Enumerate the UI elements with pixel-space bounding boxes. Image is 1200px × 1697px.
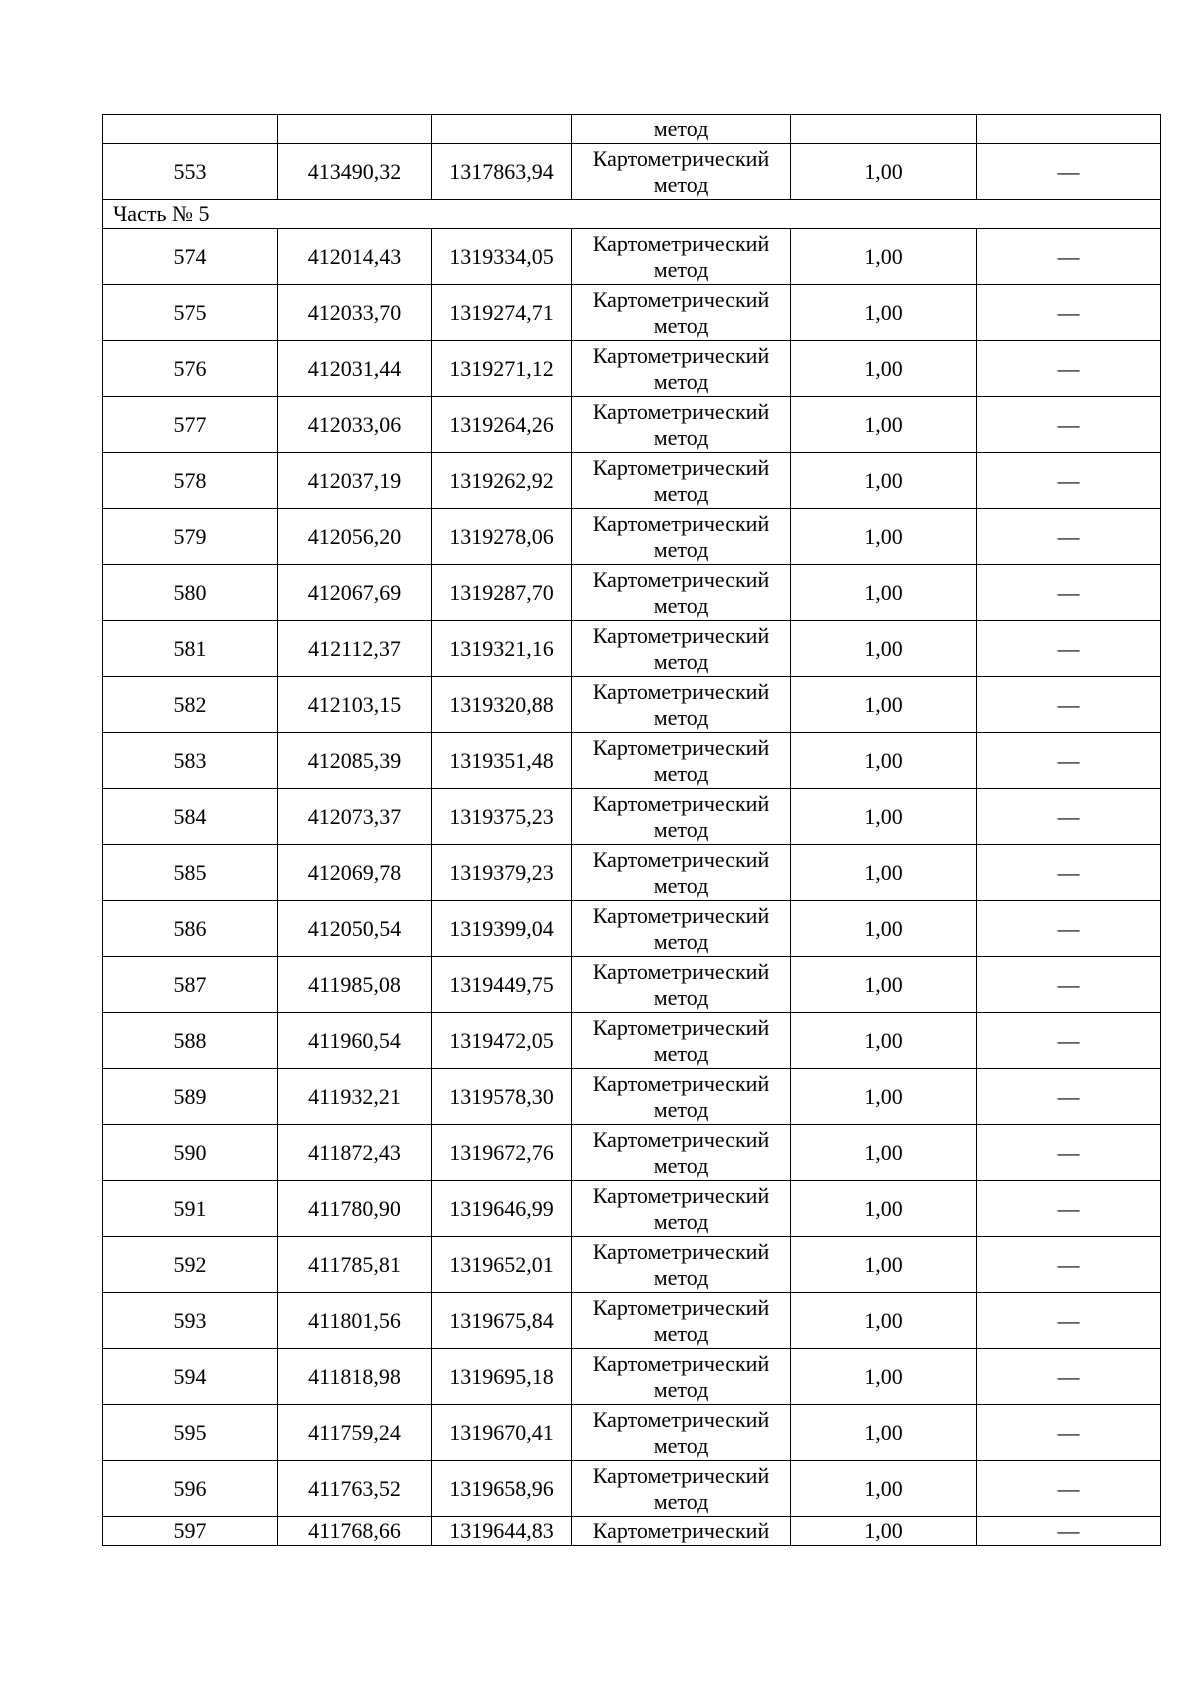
- cell-accuracy: 1,00: [791, 845, 977, 901]
- cell-accuracy: 1,00: [791, 1405, 977, 1461]
- table-row: [103, 677, 1161, 733]
- cell-x: 412031,44: [278, 341, 432, 397]
- cell-note: —: [977, 144, 1161, 200]
- cell-x: [278, 115, 432, 144]
- cell-method: Картометрический метод: [572, 1013, 791, 1069]
- cell-note: —: [977, 1349, 1161, 1405]
- cell-accuracy: [791, 115, 977, 144]
- cell-method: Картометрический: [572, 1517, 791, 1546]
- cell-note: —: [977, 901, 1161, 957]
- cell-y: 1319695,18: [432, 1349, 572, 1405]
- table-row: [103, 789, 1161, 845]
- cell-y: 1319262,92: [432, 453, 572, 509]
- cell-method: метод: [572, 115, 791, 144]
- table-row: [103, 1461, 1161, 1517]
- cell-note: —: [977, 1517, 1161, 1546]
- table-row: [103, 901, 1161, 957]
- cell-y: [432, 115, 572, 144]
- cell-accuracy: 1,00: [791, 1349, 977, 1405]
- cell-x: 411763,52: [278, 1461, 432, 1517]
- cell-y: 1319274,71: [432, 285, 572, 341]
- cell-x: 412050,54: [278, 901, 432, 957]
- cell-accuracy: 1,00: [791, 565, 977, 621]
- cell-y: 1319334,05: [432, 229, 572, 285]
- cell-y: 1319646,99: [432, 1181, 572, 1237]
- cell-y: 1319672,76: [432, 1125, 572, 1181]
- cell-x: 412073,37: [278, 789, 432, 845]
- cell-y: 1319399,04: [432, 901, 572, 957]
- cell-accuracy: 1,00: [791, 957, 977, 1013]
- table-row: [103, 1349, 1161, 1405]
- cell-accuracy: 1,00: [791, 341, 977, 397]
- cell-point-number: 597: [103, 1517, 278, 1546]
- cell-y: 1319271,12: [432, 341, 572, 397]
- cell-method: Картометрический метод: [572, 144, 791, 200]
- cell-point-number: 590: [103, 1125, 278, 1181]
- cell-point-number: 592: [103, 1237, 278, 1293]
- cell-point-number: 575: [103, 285, 278, 341]
- table-row: [103, 1125, 1161, 1181]
- cell-y: 1319644,83: [432, 1517, 572, 1546]
- cell-method: Картометрический метод: [572, 1125, 791, 1181]
- cell-y: 1319321,16: [432, 621, 572, 677]
- table-row: [103, 1069, 1161, 1125]
- cell-method: Картометрический метод: [572, 1461, 791, 1517]
- cell-x: 413490,32: [278, 144, 432, 200]
- cell-note: —: [977, 957, 1161, 1013]
- cell-accuracy: 1,00: [791, 1461, 977, 1517]
- cell-method: Картометрический метод: [572, 453, 791, 509]
- cell-accuracy: 1,00: [791, 397, 977, 453]
- cell-accuracy: 1,00: [791, 1293, 977, 1349]
- cell-method: Картометрический метод: [572, 957, 791, 1013]
- cell-point-number: 591: [103, 1181, 278, 1237]
- cell-x: 411960,54: [278, 1013, 432, 1069]
- table-row: [103, 1013, 1161, 1069]
- cell-note: —: [977, 229, 1161, 285]
- cell-accuracy: 1,00: [791, 1237, 977, 1293]
- cell-note: —: [977, 845, 1161, 901]
- table-row: [103, 229, 1161, 285]
- section-label: Часть № 5: [103, 200, 1161, 229]
- cell-method: Картометрический метод: [572, 229, 791, 285]
- cell-x: 411932,21: [278, 1069, 432, 1125]
- cell-x: 412069,78: [278, 845, 432, 901]
- cell-accuracy: 1,00: [791, 229, 977, 285]
- cell-x: 412085,39: [278, 733, 432, 789]
- table-row: [103, 621, 1161, 677]
- cell-point-number: 580: [103, 565, 278, 621]
- cell-note: —: [977, 1405, 1161, 1461]
- cell-note: —: [977, 1293, 1161, 1349]
- cell-y: 1319287,70: [432, 565, 572, 621]
- cell-note: —: [977, 341, 1161, 397]
- table-row-continuation: [103, 115, 1161, 144]
- cell-y: 1319670,41: [432, 1405, 572, 1461]
- table-row: [103, 144, 1161, 200]
- cell-accuracy: 1,00: [791, 453, 977, 509]
- cell-y: 1319320,88: [432, 677, 572, 733]
- cell-note: —: [977, 453, 1161, 509]
- cell-point-number: 578: [103, 453, 278, 509]
- cell-accuracy: 1,00: [791, 901, 977, 957]
- cell-method: Картометрический метод: [572, 565, 791, 621]
- cell-note: —: [977, 789, 1161, 845]
- cell-point-number: 588: [103, 1013, 278, 1069]
- cell-method: Картометрический метод: [572, 341, 791, 397]
- cell-x: 411768,66: [278, 1517, 432, 1546]
- cell-note: —: [977, 677, 1161, 733]
- cell-point-number: 579: [103, 509, 278, 565]
- table-row: [103, 453, 1161, 509]
- cell-x: 411818,98: [278, 1349, 432, 1405]
- cell-note: —: [977, 621, 1161, 677]
- cell-x: 412112,37: [278, 621, 432, 677]
- cell-x: 412067,69: [278, 565, 432, 621]
- cell-note: —: [977, 1461, 1161, 1517]
- cell-y: 1319472,05: [432, 1013, 572, 1069]
- cell-x: 412103,15: [278, 677, 432, 733]
- cell-method: Картометрический метод: [572, 1181, 791, 1237]
- table-row: [103, 1517, 1161, 1546]
- cell-y: 1317863,94: [432, 144, 572, 200]
- table-row: [103, 1237, 1161, 1293]
- cell-accuracy: 1,00: [791, 285, 977, 341]
- cell-y: 1319264,26: [432, 397, 572, 453]
- cell-method: Картометрический метод: [572, 789, 791, 845]
- cell-y: 1319578,30: [432, 1069, 572, 1125]
- cell-accuracy: 1,00: [791, 1517, 977, 1546]
- coordinates-table: [102, 114, 1161, 1546]
- cell-point-number: 553: [103, 144, 278, 200]
- cell-y: 1319375,23: [432, 789, 572, 845]
- cell-point-number: 594: [103, 1349, 278, 1405]
- cell-accuracy: 1,00: [791, 789, 977, 845]
- cell-method: Картометрический метод: [572, 1349, 791, 1405]
- table-row: [103, 565, 1161, 621]
- cell-point-number: [103, 115, 278, 144]
- cell-method: Картометрический метод: [572, 285, 791, 341]
- cell-y: 1319449,75: [432, 957, 572, 1013]
- cell-note: —: [977, 733, 1161, 789]
- cell-x: 411780,90: [278, 1181, 432, 1237]
- cell-x: 411985,08: [278, 957, 432, 1013]
- table-row: [103, 845, 1161, 901]
- cell-point-number: 576: [103, 341, 278, 397]
- cell-accuracy: 1,00: [791, 733, 977, 789]
- cell-point-number: 582: [103, 677, 278, 733]
- cell-method: Картометрический метод: [572, 621, 791, 677]
- cell-y: 1319658,96: [432, 1461, 572, 1517]
- cell-accuracy: 1,00: [791, 621, 977, 677]
- cell-method: Картометрический метод: [572, 1405, 791, 1461]
- cell-x: 412033,70: [278, 285, 432, 341]
- table-body: [103, 115, 1161, 1546]
- cell-method: Картометрический метод: [572, 509, 791, 565]
- cell-y: 1319351,48: [432, 733, 572, 789]
- cell-note: —: [977, 509, 1161, 565]
- cell-x: 412033,06: [278, 397, 432, 453]
- table-row: [103, 957, 1161, 1013]
- cell-y: 1319675,84: [432, 1293, 572, 1349]
- cell-accuracy: 1,00: [791, 1013, 977, 1069]
- cell-accuracy: 1,00: [791, 1069, 977, 1125]
- cell-note: —: [977, 1181, 1161, 1237]
- cell-point-number: 581: [103, 621, 278, 677]
- cell-point-number: 593: [103, 1293, 278, 1349]
- cell-note: —: [977, 285, 1161, 341]
- cell-accuracy: 1,00: [791, 144, 977, 200]
- cell-method: Картометрический метод: [572, 901, 791, 957]
- cell-x: 411872,43: [278, 1125, 432, 1181]
- table-row: [103, 341, 1161, 397]
- table-row: [103, 1405, 1161, 1461]
- table-row: [103, 733, 1161, 789]
- cell-point-number: 589: [103, 1069, 278, 1125]
- cell-method: Картометрический метод: [572, 1293, 791, 1349]
- cell-accuracy: 1,00: [791, 1181, 977, 1237]
- cell-point-number: 574: [103, 229, 278, 285]
- cell-x: 412014,43: [278, 229, 432, 285]
- cell-method: Картометрический метод: [572, 845, 791, 901]
- table-row: [103, 285, 1161, 341]
- cell-accuracy: 1,00: [791, 677, 977, 733]
- cell-point-number: 596: [103, 1461, 278, 1517]
- cell-y: 1319278,06: [432, 509, 572, 565]
- table-row: [103, 509, 1161, 565]
- cell-note: —: [977, 1237, 1161, 1293]
- table-row: [103, 1293, 1161, 1349]
- cell-point-number: 586: [103, 901, 278, 957]
- cell-method: Картометрический метод: [572, 733, 791, 789]
- cell-note: —: [977, 1125, 1161, 1181]
- cell-x: 411785,81: [278, 1237, 432, 1293]
- cell-x: 411801,56: [278, 1293, 432, 1349]
- cell-point-number: 585: [103, 845, 278, 901]
- cell-point-number: 584: [103, 789, 278, 845]
- cell-note: [977, 115, 1161, 144]
- cell-method: Картометрический метод: [572, 397, 791, 453]
- cell-y: 1319652,01: [432, 1237, 572, 1293]
- cell-y: 1319379,23: [432, 845, 572, 901]
- cell-method: Картометрический метод: [572, 1237, 791, 1293]
- cell-note: —: [977, 1013, 1161, 1069]
- cell-point-number: 583: [103, 733, 278, 789]
- cell-point-number: 595: [103, 1405, 278, 1461]
- cell-method: Картометрический метод: [572, 1069, 791, 1125]
- cell-point-number: 577: [103, 397, 278, 453]
- cell-note: —: [977, 397, 1161, 453]
- cell-method: Картометрический метод: [572, 677, 791, 733]
- cell-x: 412056,20: [278, 509, 432, 565]
- cell-accuracy: 1,00: [791, 509, 977, 565]
- cell-x: 411759,24: [278, 1405, 432, 1461]
- cell-accuracy: 1,00: [791, 1125, 977, 1181]
- cell-point-number: 587: [103, 957, 278, 1013]
- table-row: [103, 397, 1161, 453]
- section-row: [103, 200, 1161, 229]
- cell-note: —: [977, 1069, 1161, 1125]
- table-row: [103, 1181, 1161, 1237]
- cell-x: 412037,19: [278, 453, 432, 509]
- cell-note: —: [977, 565, 1161, 621]
